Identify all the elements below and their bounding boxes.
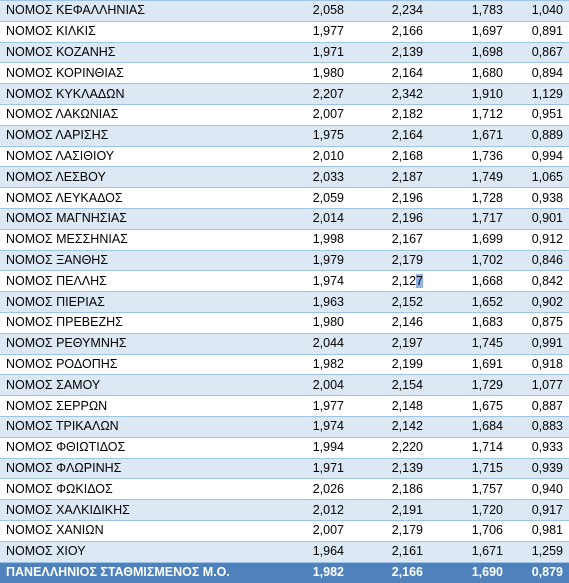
prefecture-name-cell: ΠΑΝΕΛΛΗΝΙΟΣ ΣΤΑΘΜΙΣΜΕΝΟΣ Μ.Ο. xyxy=(0,562,272,583)
value-cell-v2: 2,127 xyxy=(350,271,429,292)
value-cell-v3: 1,668 xyxy=(429,271,509,292)
total-row xyxy=(0,562,569,583)
value-cell-v1: 2,014 xyxy=(272,208,350,229)
value-cell-v1: 1,974 xyxy=(272,271,350,292)
prefecture-name-cell: ΝΟΜΟΣ ΜΑΓΝΗΣΙΑΣ xyxy=(0,208,272,229)
value-cell-v4: 0,917 xyxy=(509,500,569,521)
value-cell-v4: 0,891 xyxy=(509,21,569,42)
value-cell-v4: 1,040 xyxy=(509,1,569,22)
prefecture-name-cell: ΝΟΜΟΣ ΠΕΛΛΗΣ xyxy=(0,271,272,292)
value-cell-v4: 0,846 xyxy=(509,250,569,271)
value-cell-v3: 1,699 xyxy=(429,229,509,250)
value-cell-v3: 1,715 xyxy=(429,458,509,479)
value-cell-v3: 1,671 xyxy=(429,125,509,146)
prefecture-name-cell: ΝΟΜΟΣ ΚΟΖΑΝΗΣ xyxy=(0,42,272,63)
value-cell-v2: 2,142 xyxy=(350,416,429,437)
value-cell-v3: 1,698 xyxy=(429,42,509,63)
prefecture-name-cell: ΝΟΜΟΣ ΧΙΟΥ xyxy=(0,541,272,562)
table-row xyxy=(0,271,569,292)
table-row xyxy=(0,479,569,500)
prefecture-name-cell: ΝΟΜΟΣ ΡΟΔΟΠΗΣ xyxy=(0,354,272,375)
value-cell-v4: 0,887 xyxy=(509,396,569,417)
value-cell-v3: 1,690 xyxy=(429,562,509,583)
value-cell-v2: 2,234 xyxy=(350,1,429,22)
value-cell-v1: 1,974 xyxy=(272,416,350,437)
value-cell-v2: 2,196 xyxy=(350,208,429,229)
value-cell-v3: 1,745 xyxy=(429,333,509,354)
table-row xyxy=(0,63,569,84)
value-cell-v2: 2,187 xyxy=(350,167,429,188)
value-cell-v2: 2,164 xyxy=(350,125,429,146)
table-row xyxy=(0,312,569,333)
table-row xyxy=(0,208,569,229)
table-row xyxy=(0,104,569,125)
prefecture-name-cell: ΝΟΜΟΣ ΜΕΣΣΗΝΙΑΣ xyxy=(0,229,272,250)
prefecture-name-cell: ΝΟΜΟΣ ΛΑΡΙΣΗΣ xyxy=(0,125,272,146)
value-cell-v2: 2,166 xyxy=(350,21,429,42)
prefecture-name-cell: ΝΟΜΟΣ ΚΕΦΑΛΛΗΝΙΑΣ xyxy=(0,1,272,22)
value-cell-v4: 0,867 xyxy=(509,42,569,63)
value-cell-v2: 2,139 xyxy=(350,458,429,479)
value-cell-v1: 1,977 xyxy=(272,21,350,42)
prefecture-name-cell: ΝΟΜΟΣ ΠΙΕΡΙΑΣ xyxy=(0,292,272,313)
value-cell-v4: 0,938 xyxy=(509,188,569,209)
value-cell-v1: 2,207 xyxy=(272,84,350,105)
value-cell-v1: 2,012 xyxy=(272,500,350,521)
value-cell-v1: 2,007 xyxy=(272,520,350,541)
selection-highlight: 7 xyxy=(416,273,423,288)
table-row xyxy=(0,500,569,521)
value-cell-v3: 1,757 xyxy=(429,479,509,500)
value-cell-v3: 1,652 xyxy=(429,292,509,313)
value-cell-v2: 2,168 xyxy=(350,146,429,167)
value-cell-v1: 1,963 xyxy=(272,292,350,313)
value-cell-v3: 1,680 xyxy=(429,63,509,84)
value-cell-v2: 2,182 xyxy=(350,104,429,125)
value-cell-v2: 2,152 xyxy=(350,292,429,313)
table-row xyxy=(0,375,569,396)
value-cell-v1: 2,026 xyxy=(272,479,350,500)
value-cell-v2: 2,146 xyxy=(350,312,429,333)
value-cell-v4: 0,991 xyxy=(509,333,569,354)
value-cell-v1: 1,971 xyxy=(272,42,350,63)
value-cell-v4: 0,901 xyxy=(509,208,569,229)
value-cell-v2: 2,186 xyxy=(350,479,429,500)
prefecture-name-cell: ΝΟΜΟΣ ΦΛΩΡΙΝΗΣ xyxy=(0,458,272,479)
prefecture-name-cell: ΝΟΜΟΣ ΤΡΙΚΑΛΩΝ xyxy=(0,416,272,437)
prefecture-name-cell: ΝΟΜΟΣ ΦΩΚΙΔΟΣ xyxy=(0,479,272,500)
value-cell-v1: 2,058 xyxy=(272,1,350,22)
value-cell-v1: 1,964 xyxy=(272,541,350,562)
value-cell-v3: 1,675 xyxy=(429,396,509,417)
value-cell-v2: 2,164 xyxy=(350,63,429,84)
value-cell-v1: 1,980 xyxy=(272,312,350,333)
value-cell-v1: 2,004 xyxy=(272,375,350,396)
table-row xyxy=(0,541,569,562)
value-cell-v1: 1,975 xyxy=(272,125,350,146)
value-cell-v4: 1,077 xyxy=(509,375,569,396)
prefecture-name-cell: ΝΟΜΟΣ ΠΡΕΒΕΖΗΣ xyxy=(0,312,272,333)
value-cell-v3: 1,717 xyxy=(429,208,509,229)
value-cell-v2: 2,167 xyxy=(350,229,429,250)
value-cell-v4: 0,933 xyxy=(509,437,569,458)
table-row xyxy=(0,125,569,146)
table-row xyxy=(0,333,569,354)
value-cell-v1: 1,977 xyxy=(272,396,350,417)
value-cell-v3: 1,671 xyxy=(429,541,509,562)
value-cell-v4: 0,981 xyxy=(509,520,569,541)
table-row xyxy=(0,437,569,458)
value-cell-v3: 1,714 xyxy=(429,437,509,458)
table-row xyxy=(0,520,569,541)
table-row xyxy=(0,188,569,209)
value-cell-v3: 1,736 xyxy=(429,146,509,167)
table-row xyxy=(0,229,569,250)
value-cell-v2: 2,161 xyxy=(350,541,429,562)
table-row xyxy=(0,84,569,105)
value-cell-v3: 1,697 xyxy=(429,21,509,42)
value-cell-v2: 2,220 xyxy=(350,437,429,458)
value-cell-v1: 1,998 xyxy=(272,229,350,250)
table-row xyxy=(0,1,569,22)
value-cell-v2: 2,179 xyxy=(350,520,429,541)
table-row xyxy=(0,292,569,313)
value-cell-v3: 1,706 xyxy=(429,520,509,541)
value-cell-v1: 1,980 xyxy=(272,63,350,84)
table-row xyxy=(0,167,569,188)
value-cell-v2: 2,154 xyxy=(350,375,429,396)
prefecture-name-cell: ΝΟΜΟΣ ΧΑΝΙΩΝ xyxy=(0,520,272,541)
value-cell-v2: 2,179 xyxy=(350,250,429,271)
value-cell-v4: 1,259 xyxy=(509,541,569,562)
value-cell-v4: 0,875 xyxy=(509,312,569,333)
prefecture-name-cell: ΝΟΜΟΣ ΡΕΘΥΜΝΗΣ xyxy=(0,333,272,354)
value-cell-v3: 1,910 xyxy=(429,84,509,105)
prefecture-name-cell: ΝΟΜΟΣ ΛΑΣΙΘΙΟΥ xyxy=(0,146,272,167)
value-cell-v3: 1,749 xyxy=(429,167,509,188)
value-cell-v2: 2,191 xyxy=(350,500,429,521)
value-cell-v4: 0,994 xyxy=(509,146,569,167)
table-row xyxy=(0,416,569,437)
value-cell-v1: 2,044 xyxy=(272,333,350,354)
table-row xyxy=(0,21,569,42)
value-cell-v3: 1,684 xyxy=(429,416,509,437)
prefecture-name-cell: ΝΟΜΟΣ ΚΥΚΛΑΔΩΝ xyxy=(0,84,272,105)
table-body xyxy=(0,1,569,583)
value-cell-v1: 1,982 xyxy=(272,562,350,583)
prefecture-name-cell: ΝΟΜΟΣ ΛΕΣΒΟΥ xyxy=(0,167,272,188)
table-row xyxy=(0,146,569,167)
value-cell-v2: 2,166 xyxy=(350,562,429,583)
prefecture-name-cell: ΝΟΜΟΣ ΛΑΚΩΝΙΑΣ xyxy=(0,104,272,125)
value-cell-v4: 0,939 xyxy=(509,458,569,479)
value-cell-v4: 0,889 xyxy=(509,125,569,146)
value-cell-v4: 1,129 xyxy=(509,84,569,105)
value-cell-v2: 2,199 xyxy=(350,354,429,375)
value-cell-v4: 0,883 xyxy=(509,416,569,437)
prefecture-name-cell: ΝΟΜΟΣ ΚΙΛΚΙΣ xyxy=(0,21,272,42)
value-cell-v4: 0,894 xyxy=(509,63,569,84)
value-cell-v3: 1,729 xyxy=(429,375,509,396)
value-cell-v3: 1,683 xyxy=(429,312,509,333)
prefecture-name-cell: ΝΟΜΟΣ ΛΕΥΚΑΔΟΣ xyxy=(0,188,272,209)
value-cell-v2: 2,139 xyxy=(350,42,429,63)
value-cell-v1: 2,010 xyxy=(272,146,350,167)
value-cell-v2: 2,342 xyxy=(350,84,429,105)
value-cell-v4: 0,902 xyxy=(509,292,569,313)
value-cell-v4: 0,951 xyxy=(509,104,569,125)
value-cell-v3: 1,728 xyxy=(429,188,509,209)
value-cell-v3: 1,702 xyxy=(429,250,509,271)
value-cell-v4: 0,940 xyxy=(509,479,569,500)
prefecture-name-cell: ΝΟΜΟΣ ΧΑΛΚΙΔΙΚΗΣ xyxy=(0,500,272,521)
prefecture-name-cell: ΝΟΜΟΣ ΣΕΡΡΩΝ xyxy=(0,396,272,417)
prefecture-name-cell: ΝΟΜΟΣ ΣΑΜΟΥ xyxy=(0,375,272,396)
value-cell-v4: 0,842 xyxy=(509,271,569,292)
prefecture-name-cell: ΝΟΜΟΣ ΦΘΙΩΤΙΔΟΣ xyxy=(0,437,272,458)
prefecture-name-cell: ΝΟΜΟΣ ΚΟΡΙΝΘΙΑΣ xyxy=(0,63,272,84)
value-cell-v1: 1,971 xyxy=(272,458,350,479)
value-cell-v1: 2,007 xyxy=(272,104,350,125)
value-cell-v1: 2,033 xyxy=(272,167,350,188)
value-cell-v3: 1,712 xyxy=(429,104,509,125)
table-row xyxy=(0,354,569,375)
value-cell-v1: 1,982 xyxy=(272,354,350,375)
value-cell-v4: 0,918 xyxy=(509,354,569,375)
value-cell-v3: 1,783 xyxy=(429,1,509,22)
prefecture-name-cell: ΝΟΜΟΣ ΞΑΝΘΗΣ xyxy=(0,250,272,271)
value-cell-v2: 2,196 xyxy=(350,188,429,209)
value-cell-v4: 0,912 xyxy=(509,229,569,250)
value-cell-v1: 1,979 xyxy=(272,250,350,271)
value-cell-v4: 1,065 xyxy=(509,167,569,188)
value-cell-v3: 1,720 xyxy=(429,500,509,521)
table-row xyxy=(0,458,569,479)
value-cell-v1: 2,059 xyxy=(272,188,350,209)
value-cell-v2: 2,197 xyxy=(350,333,429,354)
value-cell-v3: 1,691 xyxy=(429,354,509,375)
value-cell-v2: 2,148 xyxy=(350,396,429,417)
value-cell-v4: 0,879 xyxy=(509,562,569,583)
table-row xyxy=(0,42,569,63)
table-row xyxy=(0,250,569,271)
value-cell-v1: 1,994 xyxy=(272,437,350,458)
table-row xyxy=(0,396,569,417)
